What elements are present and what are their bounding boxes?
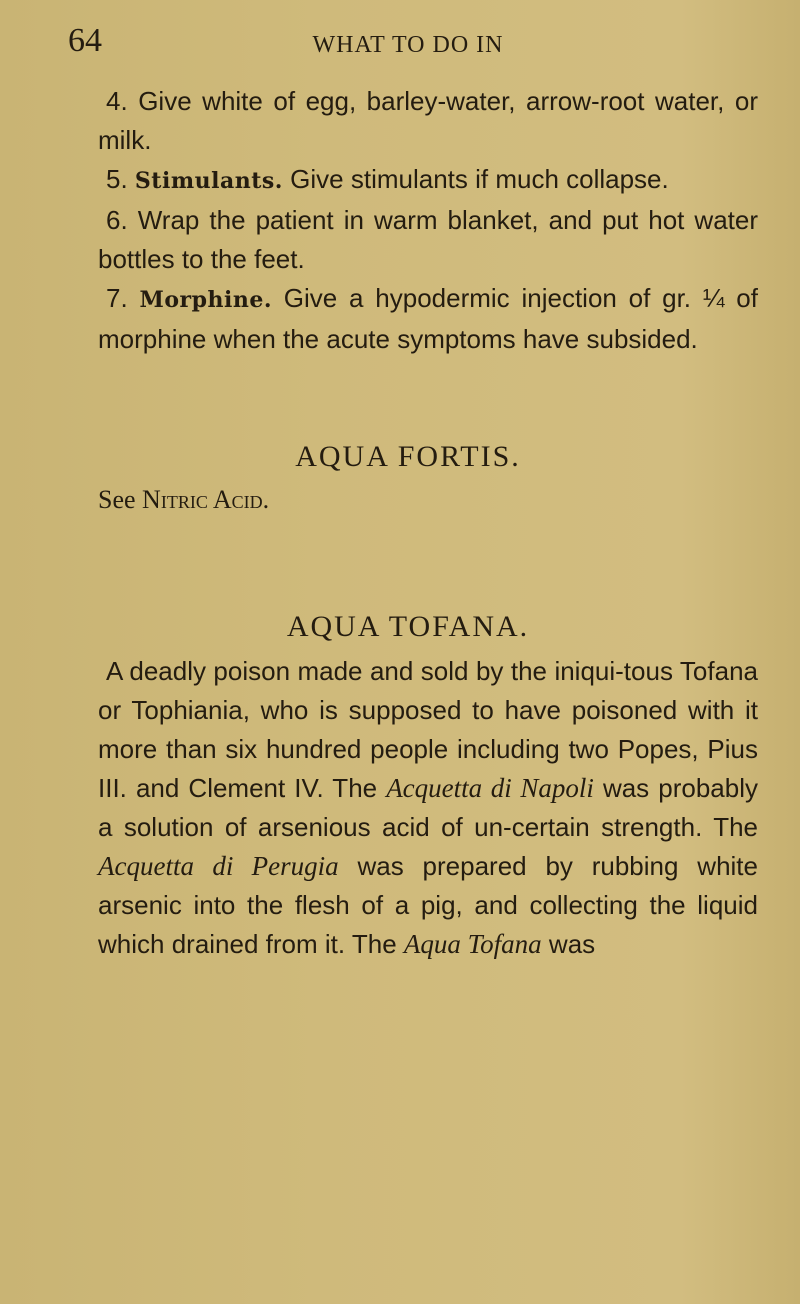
running-head: WHAT TO DO IN bbox=[312, 32, 504, 58]
section-paragraph bbox=[98, 652, 758, 964]
item-text: of morphine when the acute symptoms have subsided. bbox=[98, 283, 758, 354]
item-number: 7. bbox=[106, 283, 128, 313]
item-number: 6. bbox=[106, 205, 128, 235]
section-title: AQUA TOFANA. bbox=[286, 610, 530, 643]
cross-reference bbox=[98, 480, 758, 519]
paragraph-text: was probably a solution of arsenious acid of un-certain strength. The bbox=[98, 773, 758, 842]
item-heading: Stimulants. bbox=[134, 168, 283, 194]
item-text: Give stimulants if much collapse. bbox=[290, 164, 669, 194]
list-item bbox=[98, 279, 758, 359]
item-heading: Morphine. bbox=[139, 287, 272, 313]
list-item bbox=[98, 160, 758, 201]
paragraph-text: was prepared by rubbing white arsenic into the flesh of a pig, and collecting the liquid which drained from it. The bbox=[98, 851, 758, 959]
page-header bbox=[68, 22, 748, 66]
paragraph-text: A deadly poison made and sold by the iniqui-tous Tofana or Tophiania, who is supposed to have poisoned with it more than six hundred people including two Popes, Pius III. and Clement IV. The bbox=[98, 656, 758, 803]
section-title: AQUA FORTIS. bbox=[295, 440, 521, 473]
italic-term: Aqua Tofana bbox=[403, 929, 542, 959]
item-text: Give a hypodermic injection of gr. bbox=[283, 283, 703, 313]
item-number: 5. bbox=[106, 164, 128, 194]
list-item bbox=[98, 201, 758, 279]
see-prefix: See bbox=[98, 485, 136, 514]
page-body bbox=[98, 82, 758, 964]
list-item bbox=[98, 82, 758, 160]
italic-term: Acquetta di Napoli bbox=[386, 773, 594, 803]
see-reference: Nitric Acid. bbox=[142, 485, 270, 514]
paragraph-text: was bbox=[541, 929, 596, 959]
fraction: ¼ bbox=[702, 283, 725, 313]
item-text: Give white of egg, barley-water, arrow-root water, or milk. bbox=[98, 86, 758, 155]
page-number: 64 bbox=[68, 22, 102, 59]
item-number: 4. bbox=[106, 86, 128, 116]
italic-term: Acquetta di Perugia bbox=[98, 851, 339, 881]
item-text: Wrap the patient in warm blanket, and put hot water bottles to the feet. bbox=[98, 205, 758, 274]
